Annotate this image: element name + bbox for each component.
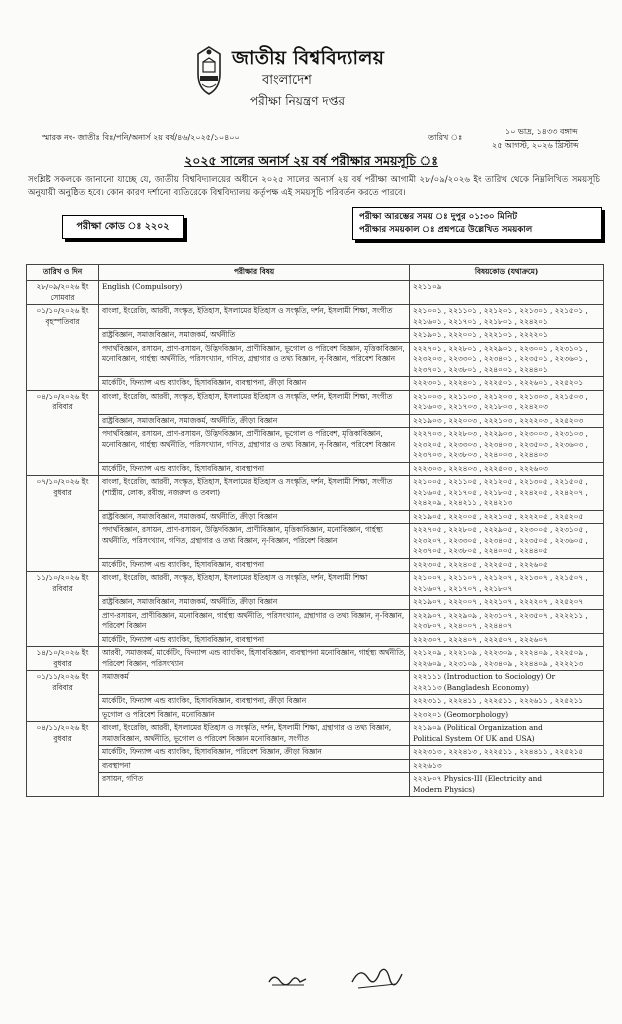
- subject-cell: ব্যবস্থাপনা: [99, 759, 410, 773]
- exam-date-cell: ২৮/০৯/২০২৬ ইং সোমবার: [27, 281, 99, 305]
- signature-1: [266, 970, 310, 990]
- university-logo: [194, 44, 224, 96]
- exam-date-cell: ০১/১১/২০২৬ ইং রবিবার: [27, 671, 99, 722]
- date-label: তারিখ ঃ: [428, 133, 463, 142]
- subject-cell: পদার্থবিজ্ঞান, রসায়ন, প্রাণ-রসায়ন, উদ্ভিদবিজ্ঞান, প্রাণীবিজ্ঞান, ভূগোল ও পরিবেশ বিজ্ঞান, মৃত্তিকাবিজ্ঞান, মনোবিজ্ঞান, গার্হস্থ্য অর্থনীতি, পরিসংখ্যান, গণিত, গ্রন্থাগার ও তথ্য বিজ্ঞান, নৃ-বিজ্ঞান, পরিবেশ বিজ্ঞান: [99, 342, 410, 377]
- codes-cell: ২২৩২০১ (Geomorphology): [410, 708, 604, 722]
- codes-cell: ২২১৯০৭ , ২২২০০৭ , ২২২১০৭ , ২২২২০৭ , ২২৫২০৭: [410, 596, 604, 610]
- table-row: [27, 695, 604, 709]
- codes-cell: ২২২৭০১ , ২২২৮০১ , ২২২৯০১ , ২২৩০০১ , ২২৩১০১ , ২২৩২০৩ , ২২৩৩০১ , ২২৩৪০১ , ২২৩৫০১ , ২২৩৬০১ , ২২৩৭০১ , ২২৩৮০১ , ২২৪০০১ , ২২৪৪০১: [410, 342, 604, 377]
- table-row: [27, 746, 604, 760]
- office-name: পরীক্ষা নিয়ন্ত্রণ দপ্তর: [250, 94, 346, 108]
- codes-cell: ২২২৩০৩ , ২২২৪০৩ , ২২২৫০৩ , ২২২৬০৩: [410, 462, 604, 476]
- codes-cell: ২২২১১১ (Introduction to Sociology) Or ২২২১১৩ (Bangladesh Economy): [410, 671, 604, 695]
- table-row: [27, 377, 604, 391]
- codes-cell: ২২২৮০৭ Physics-III (Electricity and Modern Physics): [410, 773, 604, 797]
- subject-cell: বাংলা, ইংরেজি, আরবী, সংস্কৃত, ইতিহাস, ইসলামের ইতিহাস ও সংস্কৃতি, দর্শন, ইসলামী শিক্ষা: [99, 572, 410, 596]
- subject-cell: পদার্থবিজ্ঞান, রসায়ন, প্রাণ-রসায়ন, উদ্ভিদবিজ্ঞান, প্রাণীবিজ্ঞান, মৃত্তিকাবিজ্ঞান, মনোবিজ্ঞান, গার্হস্থ্য অর্থনীতি, পরিসংখ্যান, গণিত, গ্রন্থাগার ও তথ্য বিজ্ঞান, নৃ-বিজ্ঞান, পরিবেশ বিজ্ঞান: [99, 524, 410, 559]
- table-row: [27, 759, 604, 773]
- codes-cell: ২২২৩১১ , ২২২৪১১ , ২২২৫১১ , ২২২৬১১ , ২২৫২১১: [410, 695, 604, 709]
- table-row: [27, 558, 604, 572]
- table-header-row: [27, 265, 604, 281]
- codes-cell: ২২১০০৫ , ২২১১০৫ , ২২১২০৫ , ২২১৩০৫ , ২২১৫০৫ , ২২১৬০৫ , ২২১৭০৫ , ২২১৮০৫ , ২২৪২০৫ , ২২৪২০৭ , ২২৪২০৯ , ২২৪২১১ , ২২৪২১৩: [410, 476, 604, 511]
- exam-code-box: পরীক্ষা কোড ঃ ২২০২: [62, 215, 184, 239]
- codes-cell: ২২১১০৯: [410, 281, 604, 305]
- table-row: [27, 281, 604, 305]
- table-row: [27, 671, 604, 695]
- subject-cell: মার্কেটিং, ফিন্যান্স এন্ড ব্যাংকিং, হিসাববিজ্ঞান, ব্যবস্থাপনা: [99, 462, 410, 476]
- exam-date-cell: ০১/১০/২০২৬ ইং বৃহস্পতিবার: [27, 305, 99, 391]
- codes-cell: ২২১০০৭ , ২২১১০৭ , ২২১২০৭ , ২২১৩০৭ , ২২১৫০৭ , ২২১৬০৭ , ২২১৭০৭ , ২২১৮০৭: [410, 572, 604, 596]
- intro-paragraph: সংশ্লিষ্ট সকলকে জানানো যাচ্ছে যে, জাতীয় বিশ্ববিদ্যালয়ের অধীনে ২০২৫ সালের অনার্স ২য় বর্ষ পরীক্ষা আগামী ২৮/০৯/২০২৬ ইং তারিখ থেকে নিম্নলিখিত সময়সূচি অনুযায়ী অনুষ্ঠিত হবে। কোন কারণ দর্শানো ব্যতিরেকে বিশ্ববিদ্যালয় কর্তৃপক্ষ এই সময়সূচি পরিবর্তন করতে পারবে।: [28, 175, 600, 198]
- schedule-table: [26, 264, 604, 797]
- subject-cell: প্রাণ-রসায়ন, প্রাণীবিজ্ঞান, মনোবিজ্ঞান, গার্হস্থ্য অর্থনীতি, পরিসংখ্যান, গ্রন্থাগার ও তথ্য বিজ্ঞান, নৃ-বিজ্ঞান, পরিবেশ বিজ্ঞান: [99, 609, 410, 633]
- codes-cell: ২২১৯০১ , ২২২০০১ , ২২২১০১ , ২২২২০১: [410, 329, 604, 343]
- codes-cell: ২২২৩০১ , ২২২৪০১ , ২২২৫০১ , ২২২৬০১ , ২২৫২০১: [410, 377, 604, 391]
- table-row: [27, 524, 604, 559]
- table-row: [27, 609, 604, 633]
- schedule-body: [27, 281, 604, 797]
- codes-cell: ২২২৩১৩ , ২২২৪১৩ , ২২২৫১১ , ২২৪৪১১ , ২২৫২১৫: [410, 746, 604, 760]
- subject-cell: মার্কেটিং, ফিন্যান্স এন্ড ব্যাংকিং, হিসাববিজ্ঞান, ব্যবস্থাপনা: [99, 558, 410, 572]
- codes-cell: ২২১০০৩ , ২২১১০৩ , ২২১২০৩ , ২২১৩০৩ , ২২১৫০৩ , ২২১৬০৩ , ২২১৭০৩ , ২২১৮০৩ , ২২৪২০৩: [410, 390, 604, 414]
- table-row: [27, 572, 604, 596]
- university-title: জাতীয় বিশ্ববিদ্যালয়: [232, 47, 385, 69]
- subject-cell: English (Compulsory): [99, 281, 410, 305]
- subject-cell: বাংলা, ইংরেজি, আরবী, সংস্কৃত, ইতিহাস, ইসলামের ইতিহাস ও সংস্কৃতি, দর্শন, ইসলামী শিক্ষা, সংগীত: [99, 305, 410, 329]
- exam-date-cell: ০৪/১০/২০২৬ ইং রবিবার: [27, 390, 99, 476]
- subject-cell: রাষ্ট্রবিজ্ঞান, সমাজবিজ্ঞান, সমাজকর্ম, অর্থনীতি, ক্রীড়া বিজ্ঞান: [99, 510, 410, 524]
- schedule-heading: ২০২৫ সালের অনার্স ২য় বর্ষ পরীক্ষার সময়সূচি ঃ: [184, 153, 438, 168]
- subject-cell: পদার্থবিজ্ঞান, রসায়ন, প্রাণ-রসায়ন, উদ্ভিদবিজ্ঞান, প্রাণীবিজ্ঞান, ভূগোল ও পরিবেশ, মৃত্তিকাবিজ্ঞান, মনোবিজ্ঞান, গার্হস্থ্য অর্থনীতি, পরিসংখ্যান, গণিত, গ্রন্থাগার ও তথ্য বিজ্ঞান, নৃ-বিজ্ঞান, পরিবেশ বিজ্ঞান: [99, 428, 410, 463]
- memo-number: স্মারক নং- জাতীঃ বিঃ/পনি/অনার্স ২য় বর্ষ/৪৬/২০২৫/১০৪০০: [42, 133, 240, 142]
- table-row: [27, 428, 604, 463]
- table-row: [27, 305, 604, 329]
- subject-cell: বাংলা, ইংরেজি, আরবী, ইসলামের ইতিহাস ও সংস্কৃতি, দর্শন, ইসলামী শিক্ষা, গ্রন্থাগার ও তথ্য বিজ্ঞান, সমাজবিজ্ঞান, অর্থনীতি, ভূগোল ও পরিবেশ বিজ্ঞান মনোবিজ্ঞান, সংগীত: [99, 722, 410, 746]
- table-row: [27, 462, 604, 476]
- table-row: [27, 633, 604, 647]
- subject-cell: বাংলা, ইংরেজি, আরবী, সংস্কৃত, ইতিহাস, ইসলামের ইতিহাস ও সংস্কৃতি, দর্শন, ইসলামী শিক্ষা, সংগীত: [99, 390, 410, 414]
- header-date: তারিখ ও দিন: [27, 265, 99, 281]
- date-bangla: ১০ ভাদ্র, ১৪৩৩ বঙ্গাব্দ: [505, 126, 578, 141]
- subject-cell: মার্কেটিং, ফিন্যান্স এন্ড ব্যাংকিং, হিসাববিজ্ঞান, ব্যবস্থাপনা, ক্রীড়া বিজ্ঞান: [99, 377, 410, 391]
- codes-cell: ২২২৬১৩: [410, 759, 604, 773]
- codes-cell: ২২১৯০৩ , ২২২০০৩ , ২২২১০৩ , ২২২২০৩ , ২২৫২০৩: [410, 414, 604, 428]
- table-row: [27, 708, 604, 722]
- exam-start-time: পরীক্ষা আরম্ভের সময় ঃ দুপুর ০১:৩০ মিনিট: [359, 212, 518, 222]
- subject-cell: রাষ্ট্রবিজ্ঞান, সমাজবিজ্ঞান, সমাজকর্ম, অর্থনীতি, ক্রীড়া বিজ্ঞান: [99, 414, 410, 428]
- table-row: [27, 596, 604, 610]
- table-row: [27, 647, 604, 671]
- exam-date-cell: ০৪/১১/২০২৬ ইং বুধবার: [27, 722, 99, 797]
- table-row: [27, 510, 604, 524]
- date-english: ২৫ আগস্ট, ২০২৬ খ্রিস্টাব্দ: [492, 141, 579, 150]
- header-codes: বিষয়কোড (যথাক্রমে): [410, 265, 604, 281]
- exam-date-cell: ০৭/১০/২০২৬ ইং বুধবার: [27, 476, 99, 572]
- country-subtitle: বাংলাদেশ: [262, 73, 312, 88]
- codes-cell: ২২২৯০৭ , ২২২৯০৯ , ২২৩১০৭ , ২২৩৫০৭ , ২২২২১১ , ২২৩৮০৭ , ২২৪০০৭ , ২২৪৪০৭: [410, 609, 604, 633]
- subject-cell: বাংলা, ইংরেজি, আরবী, সংস্কৃত, ইতিহাস, ইসলামের ইতিহাস ও সংস্কৃতি, দর্শন, ইসলামী শিক্ষা, সংগীত (শাস্ত্রীয়, লোক, রবীন্দ্র, নজরুল ও তবলা): [99, 476, 410, 511]
- subject-cell: আরবী, সমাজকর্ম, মার্কেটিং, ফিন্যান্স এন্ড ব্যাংকিং, হিসাববিজ্ঞান, ব্যবস্থাপনা মনোবিজ্ঞান, গার্হস্থ্য অর্থনীতি, পরিবেশ বিজ্ঞান, পরিসংখ্যান: [99, 647, 410, 671]
- table-row: [27, 329, 604, 343]
- codes-cell: ২২২৭০৫ , ২২২৮০৫ , ২২২৯০৫ , ২২৩০০৫ , ২২৩১০৫ , ২২৩২০৭ , ২২৩৩০৫ , ২২৩৪০৫ , ২২৩৫০৫ , ২২৩৬০৫ , ২২৩৭০৫ , ২২৩৮০৫ , ২২৪০০৫ , ২২৪৪০৫: [410, 524, 604, 559]
- table-row: [27, 476, 604, 511]
- subject-cell: রসায়ন, গণিত: [99, 773, 410, 797]
- table-row: [27, 390, 604, 414]
- codes-cell: ২২২৭০৩ , ২২২৮০৩ , ২২২৯০৩ , ২২৩০০৩ , ২২৩১০৩ , ২২৩২০৫ , ২২৩৩০৩ , ২২৩৪০৩ , ২২৩৫০৩ , ২২৩৬০৩ , ২২৩৭০৩ , ২২৩৮০৩ , ২২৪০০৩ , ২২৪৪০৩: [410, 428, 604, 463]
- subject-cell: সমাজকর্ম: [99, 671, 410, 695]
- codes-cell: ২২২৩০৭ , ২২২৪০৭ , ২২২৫০৭ , ২২২৬০৭: [410, 633, 604, 647]
- codes-cell: ২২১২০৯ , ২২২১০৯ , ২২২৩০৯ , ২২২৪০৯ , ২২২৫০৯ , ২২২৬০৯ , ২২৩১০৯ , ২২৩৪০৯ , ২২৪৪০৯ , ২২২২১৩: [410, 647, 604, 671]
- signature-2: [348, 962, 408, 996]
- exam-duration: পরীক্ষার সময়কাল ঃ প্রশ্নপত্রে উল্লেখিত সময়কাল: [359, 225, 533, 235]
- subject-cell: ভূগোল ও পরিবেশ বিজ্ঞান, মনোবিজ্ঞান: [99, 708, 410, 722]
- codes-cell: ২২১৯০৫ , ২২২০০৫ , ২২২১০৫ , ২২২২০৫ , ২২৫২০৫: [410, 510, 604, 524]
- exam-time-box: [352, 207, 602, 240]
- subject-cell: রাষ্ট্রবিজ্ঞান, সমাজবিজ্ঞান, সমাজকর্ম, অর্থনীতি, ক্রীড়া বিজ্ঞান: [99, 596, 410, 610]
- table-row: [27, 342, 604, 377]
- codes-cell: ২২২৩০৫ , ২২২৪০৫ , ২২২৫০৫ , ২২২৬০৫: [410, 558, 604, 572]
- exam-date-cell: ১১/১০/২০২৬ ইং রবিবার: [27, 572, 99, 647]
- codes-cell: ২২১৯০৯ (Political Organization and Political System Of UK and USA): [410, 722, 604, 746]
- codes-cell: ২২১০০১ , ২২১১০১ , ২২১২০১ , ২২১৩০১ , ২২১৫০১ , ২২১৬০১ , ২২১৭০১ , ২২১৮০১ , ২২৪২০১: [410, 305, 604, 329]
- exam-date-cell: ১৪/১০/২০২৬ ইং বুধবার: [27, 647, 99, 671]
- table-row: [27, 414, 604, 428]
- header-subject: পরীক্ষার বিষয়: [99, 265, 410, 281]
- table-row: [27, 773, 604, 797]
- subject-cell: মার্কেটিং, ফিন্যান্স এন্ড ব্যাংকিং, হিসাববিজ্ঞান, ব্যবস্থাপনা, ক্রীড়া বিজ্ঞান: [99, 695, 410, 709]
- subject-cell: মার্কেটিং, ফিন্যান্স এন্ড ব্যাংকিং, হিসাববিজ্ঞান, ব্যবস্থাপনা: [99, 633, 410, 647]
- table-row: [27, 722, 604, 746]
- subject-cell: মার্কেটিং, ফিন্যান্স এন্ড ব্যাংকিং, হিসাববিজ্ঞান, পরিবেশ বিজ্ঞান, ক্রীড়া বিজ্ঞান: [99, 746, 410, 760]
- subject-cell: রাষ্ট্রবিজ্ঞান, সমাজবিজ্ঞান, সমাজকর্ম, অর্থনীতি: [99, 329, 410, 343]
